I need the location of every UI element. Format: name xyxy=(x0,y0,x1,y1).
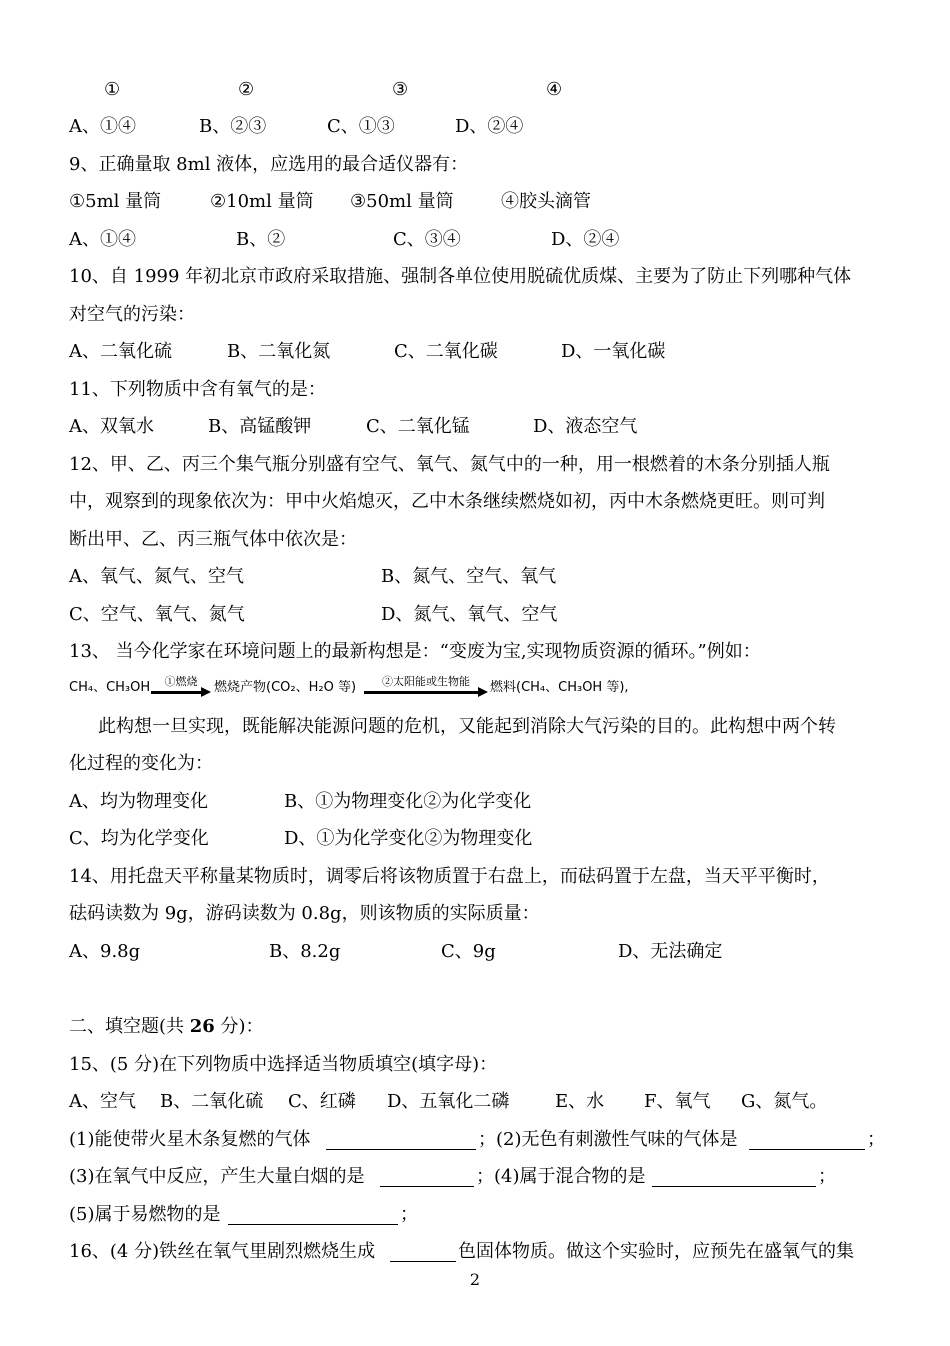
q8-circle-2: ② xyxy=(238,79,255,100)
q15-semicolon-2: ； xyxy=(818,1166,836,1187)
q11-option-d: D、液态空气 xyxy=(533,416,638,437)
q10-option-d: D、一氧化碳 xyxy=(561,341,666,362)
q13-body-line-2: 化过程的变化为： xyxy=(69,753,213,774)
q15-part-1-text: (1)能使带火星木条复燃的气体 xyxy=(69,1129,311,1150)
q16-stem-text-b: 色固体物质。做这个实验时，应预先在盛氧气的集 xyxy=(458,1241,854,1262)
q15-stem: 15、(5 分)在下列物质中选择适当物质填空(填字母)： xyxy=(69,1054,498,1075)
q15-blank-2[interactable] xyxy=(749,1131,865,1150)
section-2-score: 26 xyxy=(189,1016,215,1037)
q16-stem-text-a: 16、(4 分)铁丝在氧气里剧烈燃烧生成 xyxy=(69,1241,376,1262)
q16-blank-1[interactable] xyxy=(390,1243,456,1262)
q15-blank-3[interactable] xyxy=(380,1168,474,1187)
q14-option-b: B、8.2g xyxy=(269,941,341,962)
q15-choice-g: G、氮气。 xyxy=(741,1091,828,1112)
q15-part-3-text: (3)在氧气中反应，产生大量白烟的是 xyxy=(69,1166,365,1187)
q12-option-a: A、氧气、氮气、空气 xyxy=(69,566,244,587)
q8-circle-1: ① xyxy=(104,79,121,100)
q8-option-a: A、①④ xyxy=(69,116,136,137)
q15-semicolon-3: ； xyxy=(400,1204,418,1225)
q11-option-a: A、双氧水 xyxy=(69,416,154,437)
q12-option-c: C、空气、氧气、氮气 xyxy=(69,604,245,625)
q11-stem: 11、下列物质中含有氧气的是： xyxy=(69,379,326,400)
q15-part-2-text: ；(2)无色有刺激性气味的气体是 xyxy=(478,1129,738,1150)
q15-choice-c: C、红磷 xyxy=(288,1091,356,1112)
q8-option-d: D、②④ xyxy=(455,116,524,137)
q13-option-b: B、①为物理变化②为化学变化 xyxy=(284,791,532,812)
q12-stem-line-1: 12、甲、乙、丙三个集气瓶分别盛有空气、氧气、氮气中的一种，用一根燃着的木条分别插人瓶 xyxy=(69,454,830,475)
q14-option-c: C、9g xyxy=(441,941,496,962)
q12-option-d: D、氮气、氧气、空气 xyxy=(381,604,558,625)
q9-item-3: ③50ml 量筒 xyxy=(350,191,454,212)
q13-arrow-2-label: ②太阳能或生物能 xyxy=(382,675,470,688)
q14-stem-line-1: 14、用托盘天平称量某物质时，调零后将该物质置于右盘上，而砝码置于左盘，当天平平衡时， xyxy=(69,866,830,887)
q8-circle-3: ③ xyxy=(392,79,409,100)
q10-option-a: A、二氧化硫 xyxy=(69,341,172,362)
section-2-heading xyxy=(69,1015,264,1039)
q15-part-4-text: ；(4)属于混合物的是 xyxy=(476,1166,646,1187)
page-number: 2 xyxy=(469,1270,481,1289)
q13-arrow-1-label: ①燃烧 xyxy=(164,675,198,688)
q13-stem: 13、 当今化学家在环境问题上的最新构想是：“变废为宝,实现物质资源的循环。”例如： xyxy=(69,641,761,662)
q14-stem-line-2: 砝码读数为 9g，游码读数为 0.8g，则该物质的实际质量： xyxy=(69,903,540,924)
q13-arrow-2 xyxy=(364,675,488,698)
q9-option-a: A、①④ xyxy=(69,229,136,250)
q11-option-c: C、二氧化锰 xyxy=(366,416,470,437)
q13-eq-reactants: CH₄、CH₃OH xyxy=(69,680,151,695)
q9-item-1: ①5ml 量筒 xyxy=(69,191,162,212)
q12-stem-line-2: 中，观察到的现象依次为：甲中火焰熄灭，乙中木条继续燃烧如初，丙中木条燃烧更旺。则可判 xyxy=(69,491,825,512)
q8-option-b: B、②③ xyxy=(199,116,267,137)
q9-option-d: D、②④ xyxy=(551,229,620,250)
q15-blank-4[interactable] xyxy=(652,1168,816,1187)
section-2-prefix: 二、填空题(共 xyxy=(69,1016,190,1037)
q15-semicolon-1: ； xyxy=(867,1129,885,1150)
q14-option-a: A、9.8g xyxy=(69,941,141,962)
q9-item-4: ④胶头滴管 xyxy=(501,191,591,212)
q15-choice-d: D、五氧化二磷 xyxy=(387,1091,510,1112)
q15-choice-a: A、空气 xyxy=(69,1091,136,1112)
q15-choice-b: B、二氧化硫 xyxy=(160,1091,264,1112)
q10-option-c: C、二氧化碳 xyxy=(394,341,498,362)
q10-stem-line-1: 10、自 1999 年初北京市政府采取措施、强制各单位使用脱硫优质煤、主要为了防止下列哪种气体 xyxy=(69,266,852,287)
q12-option-b: B、氮气、空气、氧气 xyxy=(381,566,557,587)
q13-eq-products: 燃烧产物(CO₂、H₂O 等) xyxy=(214,680,357,695)
q15-part-5-text: (5)属于易燃物的是 xyxy=(69,1204,221,1225)
q13-option-d: D、①为化学变化②为物理变化 xyxy=(284,828,533,849)
q15-choice-e: E、水 xyxy=(555,1091,605,1112)
q15-blank-1[interactable] xyxy=(326,1131,476,1150)
q12-stem-line-3: 断出甲、乙、丙三瓶气体中依次是： xyxy=(69,529,357,550)
q14-option-d: D、无法确定 xyxy=(618,941,723,962)
q13-option-c: C、均为化学变化 xyxy=(69,828,209,849)
q13-eq-fuel: 燃料(CH₄、CH₃OH 等), xyxy=(490,680,629,695)
q9-option-c: C、③④ xyxy=(393,229,461,250)
q15-blank-5[interactable] xyxy=(228,1206,398,1225)
q10-option-b: B、二氧化氮 xyxy=(227,341,331,362)
q8-circle-4: ④ xyxy=(546,79,563,100)
q9-option-b: B、② xyxy=(236,229,286,250)
q9-stem: 9、正确量取 8ml 液体，应选用的最合适仪器有： xyxy=(69,154,469,175)
q13-arrow-1 xyxy=(151,675,211,698)
q13-body-line-1: 此构想一旦实现，既能解决能源问题的危机，又能起到消除大气污染的目的。此构想中两个转 xyxy=(98,716,836,737)
q11-option-b: B、高锰酸钾 xyxy=(208,416,312,437)
section-2-suffix: 分)： xyxy=(214,1016,264,1037)
q15-choice-f: F、氧气 xyxy=(644,1091,711,1112)
q8-option-c: C、①③ xyxy=(327,116,395,137)
q13-option-a: A、均为物理变化 xyxy=(69,791,208,812)
q10-stem-line-2: 对空气的污染： xyxy=(69,304,195,325)
q9-item-2: ②10ml 量筒 xyxy=(210,191,314,212)
